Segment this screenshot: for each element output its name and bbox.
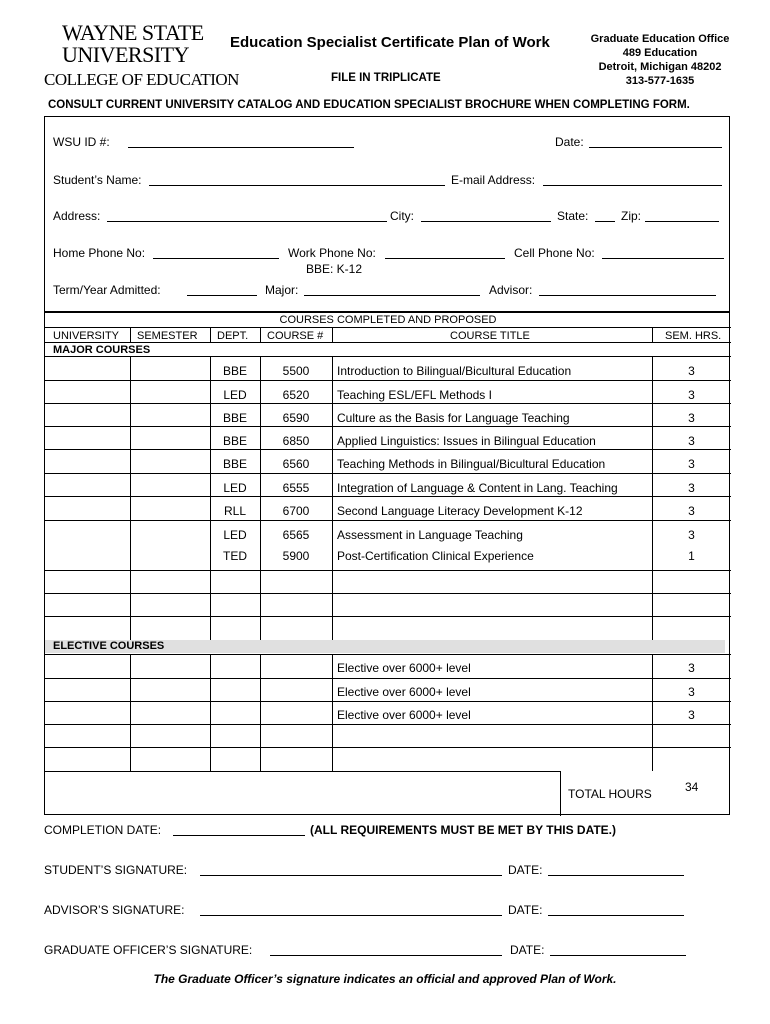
course-dept: TED [223,549,247,563]
course-dept: LED [223,388,247,402]
course-number: 6850 [282,434,310,448]
course-hours: 3 [688,411,695,425]
student-name-label: Student’s Name: [53,173,142,187]
elective-hours: 3 [688,685,695,699]
email-label: E-mail Address: [451,173,536,187]
work-phone-label: Work Phone No: [288,246,376,260]
state-label: State: [557,209,589,223]
course-number: 6520 [282,388,310,402]
office-city: Detroit, Michigan 48202 [598,61,722,73]
col-sem-hrs: SEM. HRS. [665,330,722,342]
col-course-title: COURSE TITLE [450,330,530,342]
office-phone: 313-577-1635 [625,75,695,87]
advisor-label: Advisor: [489,283,533,297]
course-hours: 3 [688,481,695,495]
wsu-id-label: WSU ID #: [53,135,110,149]
graduate-officer-signature-field[interactable] [270,943,502,956]
advisor-signature-field[interactable] [200,903,502,916]
elective-courses-label: ELECTIVE COURSES [53,640,165,652]
courses-table [44,312,730,815]
zip-label: Zip: [621,209,642,223]
graduate-officer-signature-label: GRADUATE OFFICER’S SIGNATURE: [44,943,253,957]
office-building: 489 Education [622,47,698,59]
major-label: Major: [265,283,299,297]
course-number: 6590 [282,411,310,425]
total-hours-label: TOTAL HOURS [568,787,652,801]
cell-phone-label: Cell Phone No: [514,246,595,260]
course-dept: LED [223,528,247,542]
student-signature-label: STUDENT’S SIGNATURE: [44,863,188,877]
program-code: BBE: K-12 [306,262,363,276]
col-course-num: COURSE # [267,330,324,342]
address-label: Address: [53,209,101,223]
graduate-officer-date-field[interactable] [550,943,686,956]
completion-date-field[interactable] [173,823,305,836]
course-number: 6565 [282,528,310,542]
elective-hours: 3 [688,708,695,722]
col-semester: SEMESTER [137,330,198,342]
student-date-field[interactable] [548,863,684,876]
course-number: 5500 [282,364,310,378]
course-number: 5900 [282,549,310,563]
term-field[interactable] [187,283,257,296]
term-label: Term/Year Admitted: [53,283,161,297]
page-title: Education Specialist Certificate Plan of Work [230,34,550,51]
col-dept: DEPT. [217,330,249,342]
advisor-signature-label: ADVISOR’S SIGNATURE: [44,903,185,917]
city-label: City: [390,209,414,223]
course-title: Integration of Language & Content in Lang. Teaching [337,481,618,495]
footer-note: The Graduate Officer’s signature indicates an official and approved Plan of Work. [153,972,617,986]
course-dept: BBE [222,434,247,448]
course-title: Introduction to Bilingual/Bicultural Education [337,364,572,378]
course-hours: 3 [688,528,695,542]
student-date-label: DATE: [508,863,543,877]
graduate-officer-date-label: DATE: [510,943,545,957]
course-title: Teaching Methods in Bilingual/Bicultural Education [337,457,606,471]
date-label: Date: [555,135,584,149]
course-dept: BBE [222,457,247,471]
email-field[interactable] [543,173,722,186]
advisor-date-field[interactable] [548,903,684,916]
elective-title: Elective over 6000+ level [337,661,471,675]
course-number: 6555 [282,481,310,495]
work-phone-field[interactable] [385,246,505,259]
city-field[interactable] [421,209,551,222]
logo-college: COLLEGE OF EDUCATION [44,70,239,89]
file-in-triplicate: FILE IN TRIPLICATE [331,72,441,84]
major-field[interactable] [304,283,480,296]
course-hours: 3 [688,504,695,518]
office-address [575,32,745,88]
student-signature-field[interactable] [200,863,502,876]
course-number: 6560 [282,457,310,471]
cell-phone-field[interactable] [602,246,724,259]
total-hours-value: 34 [685,780,699,794]
office-name: Graduate Education Office [590,33,730,45]
course-dept: BBE [222,411,247,425]
student-info-box [44,116,730,312]
major-courses-label: MAJOR COURSES [53,344,151,356]
course-title: Applied Linguistics: Issues in Bilingual Education [337,434,596,448]
advisor-date-label: DATE: [508,903,543,917]
course-title: Teaching ESL/EFL Methods I [337,388,492,402]
wsu-id-field[interactable] [128,135,354,148]
elective-title: Elective over 6000+ level [337,708,471,722]
course-dept: LED [223,481,247,495]
completion-date-label: COMPLETION DATE: [44,823,162,837]
consult-notice: CONSULT CURRENT UNIVERSITY CATALOG AND EDUCATION SPECIALIST BROCHURE WHEN COMPLETING FORM. [48,99,690,111]
date-field[interactable] [589,135,722,148]
home-phone-label: Home Phone No: [53,246,146,260]
table-caption: COURSES COMPLETED AND PROPOSED [279,314,497,326]
course-hours: 1 [688,549,695,563]
col-university: UNIVERSITY [53,330,120,342]
address-field[interactable] [107,209,387,222]
logo-university: UNIVERSITY [62,42,189,67]
course-title: Second Language Literacy Development K-12 [337,504,583,518]
logo-wayne-state: WAYNE STATE [62,20,204,45]
course-title: Culture as the Basis for Language Teaching [337,411,570,425]
course-hours: 3 [688,364,695,378]
course-number: 6700 [282,504,310,518]
completion-note: (ALL REQUIREMENTS MUST BE MET BY THIS DATE.) [310,823,617,837]
zip-field[interactable] [645,209,719,222]
course-hours: 3 [688,434,695,448]
advisor-field[interactable] [539,283,716,296]
course-dept: RLL [223,504,246,518]
elective-title: Elective over 6000+ level [337,685,471,699]
course-hours: 3 [688,388,695,402]
home-phone-field[interactable] [153,246,279,259]
course-dept: BBE [222,364,247,378]
course-hours: 3 [688,457,695,471]
course-title: Post-Certification Clinical Experience [337,549,534,563]
elective-hours: 3 [688,661,695,675]
student-name-field[interactable] [149,173,445,186]
course-title: Assessment in Language Teaching [337,528,523,542]
state-field[interactable] [595,209,615,222]
